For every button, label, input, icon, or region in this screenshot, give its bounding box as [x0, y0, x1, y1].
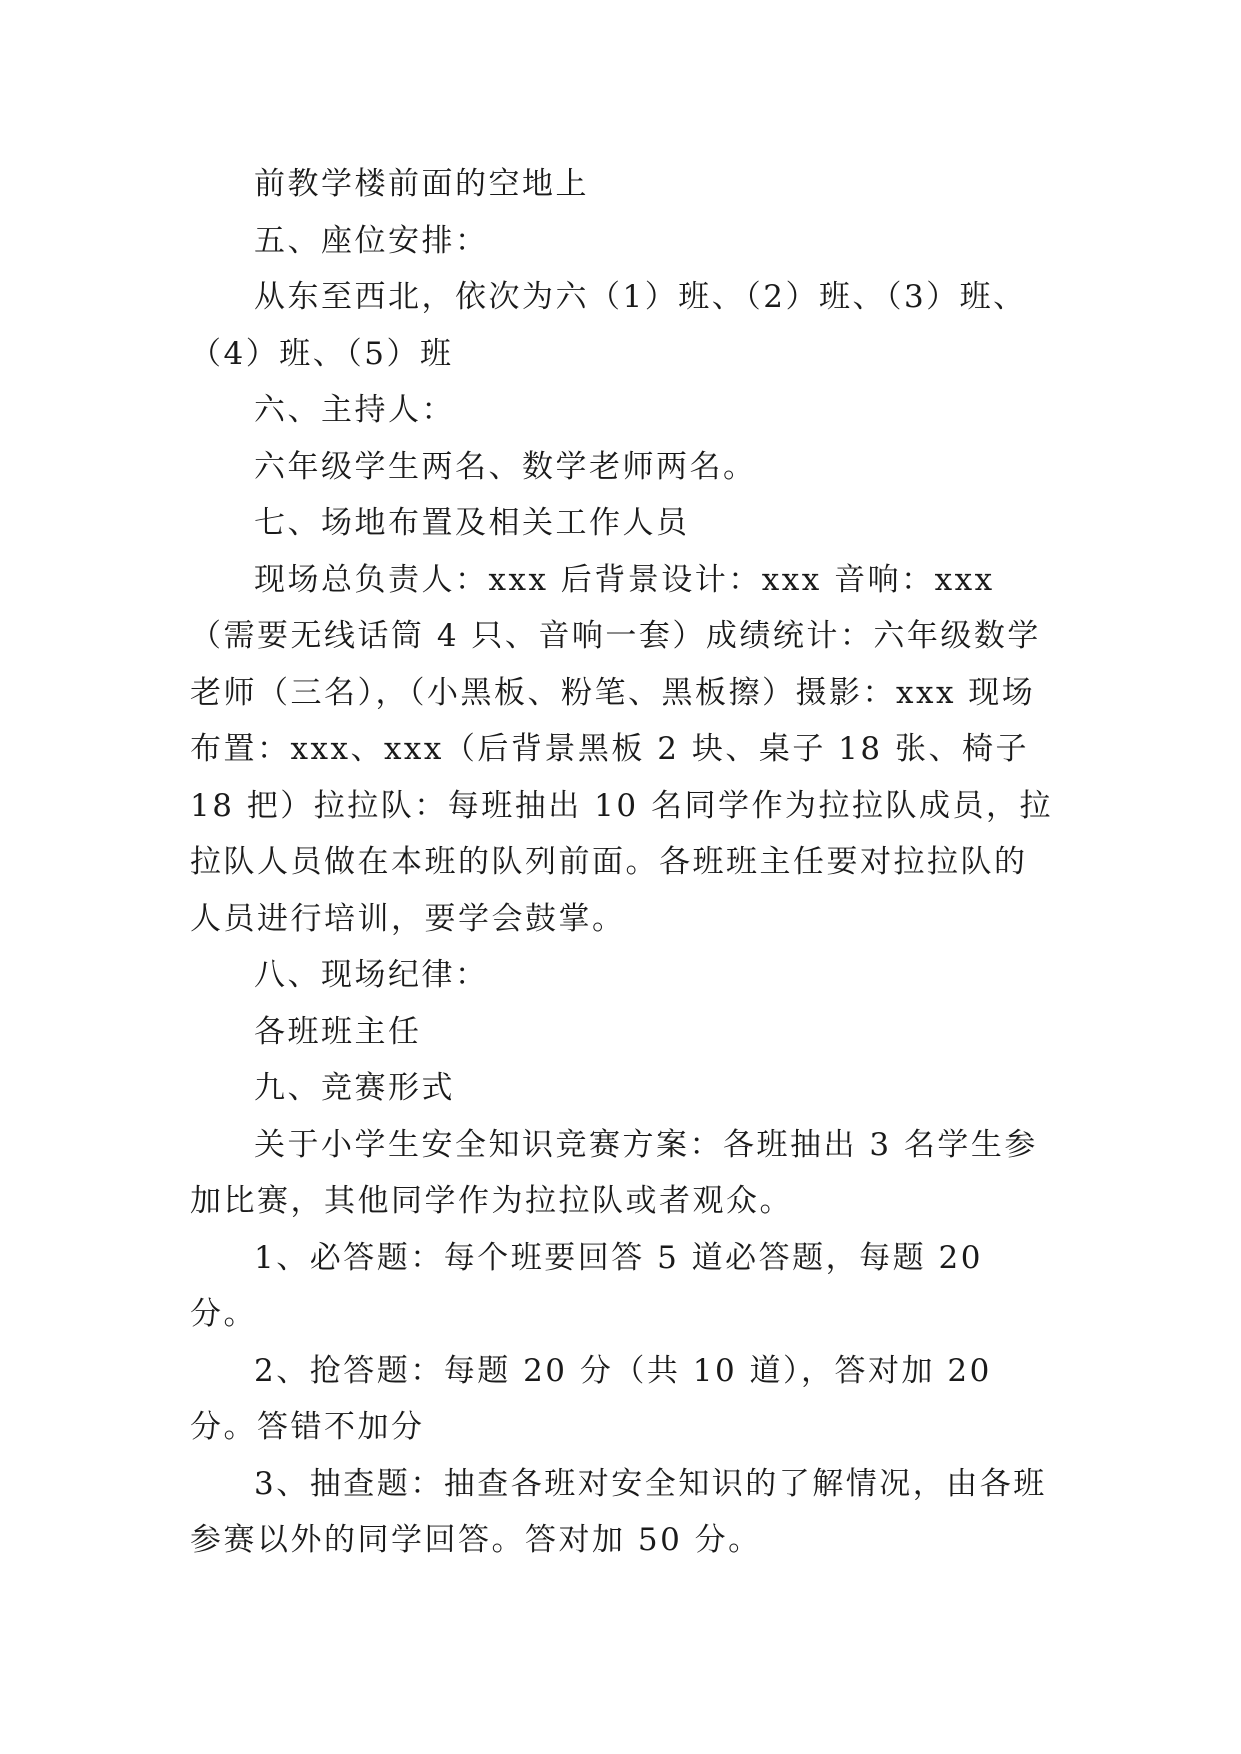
- paragraph-format: 关于小学生安全知识竞赛方案：各班抽出 3 名学生参加比赛，其他同学作为拉拉队或者观众。: [190, 1126, 1038, 1219]
- heading-staff: 七、场地布置及相关工作人员: [254, 505, 690, 541]
- document-body: [190, 156, 1060, 1569]
- list-item-required: 1、必答题：每个班要回答 5 道必答题，每题 20 分。: [190, 1239, 983, 1332]
- paragraph-staff: 现场总负责人：xxx 后背景设计：xxx 音响：xxx（需要无线话筒 4 只、音响一套）成绩统计：六年级数学老师（三名），（小黑板、粉笔、黑板擦）摄影：xxx 现场布置：xxx、xxx（后背景黑板 2 块、桌子 18 张、椅子 18 把）拉拉队：每班抽出 10 名同学作为拉拉队成员，拉拉队人员做在本班的队列前面。各班班主任要对拉拉队的人员进行培训，要学会鼓掌。: [190, 561, 1053, 937]
- list-item-spot-check: 3、抽查题：抽查各班对安全知识的了解情况，由各班参赛以外的同学回答。答对加 50 分。: [190, 1465, 1047, 1558]
- heading-format: 九、竞赛形式: [254, 1070, 455, 1106]
- paragraph-seating: 从东至西北，依次为六（1）班、（2）班、（3）班、（4）班、（5）班: [190, 279, 1027, 372]
- paragraph-venue: 前教学楼前面的空地上: [254, 166, 589, 202]
- paragraph-host: 六年级学生两名、数学老师两名。: [254, 448, 757, 485]
- heading-seating: 五、座位安排：: [254, 222, 489, 259]
- heading-host: 六、主持人：: [254, 392, 455, 428]
- list-item-buzzer: 2、抢答题：每题 20 分（共 10 道），答对加 20 分。答错不加分: [190, 1352, 992, 1445]
- paragraph-discipline: 各班班主任: [254, 1013, 422, 1050]
- heading-discipline: 八、现场纪律：: [254, 957, 489, 993]
